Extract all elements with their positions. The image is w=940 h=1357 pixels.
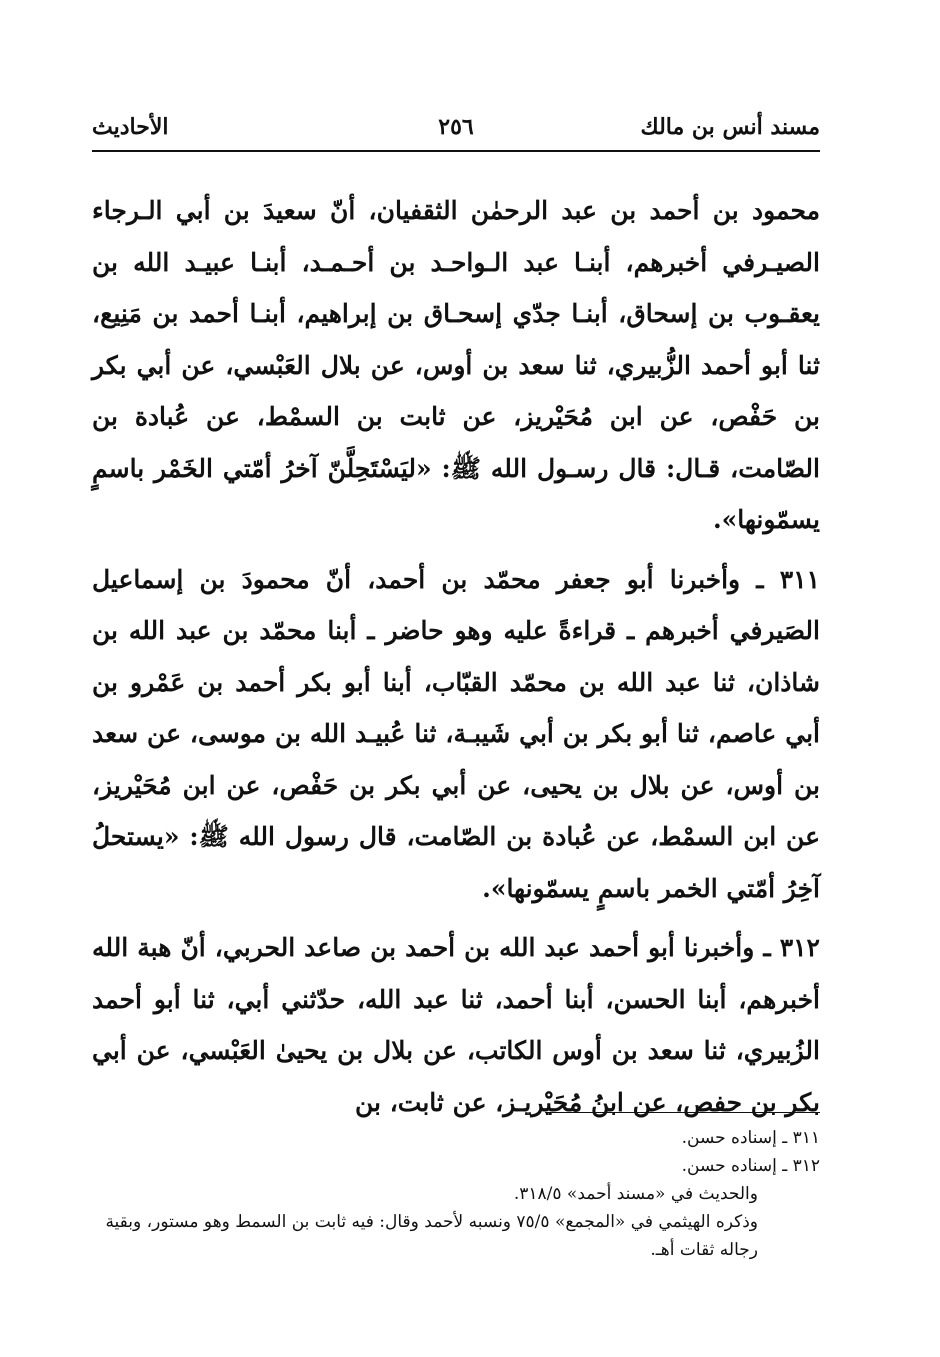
footnote-312: ٣١٢ ـ إسناده حسن. bbox=[681, 1156, 820, 1176]
main-text bbox=[92, 185, 820, 1136]
paragraph-continuation: محمود بن أحمد بن عبد الرحمٰن الثقفيان، أنّ سعيدَ بن أبي الـرجاء الصيـرفي أخبرهم، أبنـا عبد الـواحـد بن أحـمـد، أبنـا عبيـد الله بن يعقـوب بن إسحاق، أبنـا جدّي إسحـاق بن إبراهيم، أبنـا أحمد بن مَنِيع، ثنا أبو أحمد الزُّبيري، ثنا سعد بن أوس، عن بلال العَبْسي، عن أبي بكر بن حَفْص، عن ابن مُحَيْريز، عن ثابت بن السمْط، عن عُبادة بن الصّامت، قـال: قال رسـول الله ﷺ: «ليَسْتَحِلَّنّ آخرُ أمّتي الخَمْر باسمٍ يسمّونها». bbox=[92, 196, 820, 534]
book-title: مسند أنس بن مالك bbox=[640, 114, 820, 140]
hadith-312: ٣١٢ ـ وأخبرنا أبو أحمد عبد الله بن أحمد بن صاعد الحربي، أنّ هبة الله أخبرهم، أبنا الحسن، أبنا أحمد، ثنا عبد الله، حدّثني أبي، ثنا أبو أحمد الزُبيري، ثنا سعد بن أوس الكاتب، عن بلال بن يحيىٰ العَبْسي، عن أبي بكر بن حفص، عن ابنُ مُحَيْريـز، عن ثابت، بن bbox=[92, 933, 820, 1117]
footnote-musnad-ahmad: والحديث في «مسند أحمد» ٣١٨/٥. bbox=[513, 1184, 758, 1204]
page-number: ٢٥٦ bbox=[438, 114, 474, 140]
hadith-311: ٣١١ ـ وأخبرنا أبو جعفر محمّد بن أحمد، أنّ محمودَ بن إسماعيل الصَيرفي أخبرهم ـ قراءةً عليه وهو حاضر ـ أبنا محمّد بن عبد الله بن شاذان، ثنا عبد الله بن محمّد القبّاب، أبنا أبو بكر أحمد بن عَمْرو بن أبي عاصم، ثنا أبو بكر بن أبي شَيبـة، ثنا عُبيـد الله بن موسى، عن سعد بن أوس، عن بلال بن يحيى، عن أبي بكر بن حَفْص، عن ابن مُحَيْريز، عن ابن السمْط، عن عُبادة بن الصّامت، قال رسول الله ﷺ: «يستحلُ آخِرُ أمّتي الخمر باسمٍ يسمّونها». bbox=[92, 564, 820, 903]
footnote-haythami: وذكره الهيثمي في «المجمع» ٧٥/٥ ونسبه لأحمد وقال: فيه ثابت بن السمط وهو مستور، وبقية رجاله ثقات أهـ. bbox=[105, 1212, 758, 1260]
footnote-divider bbox=[545, 1112, 820, 1113]
section-title: الأحاديث bbox=[92, 114, 169, 140]
footnote-311: ٣١١ ـ إسناده حسن. bbox=[681, 1128, 820, 1148]
footnotes bbox=[92, 1124, 820, 1264]
header-divider bbox=[92, 150, 820, 152]
page-header bbox=[92, 108, 820, 148]
